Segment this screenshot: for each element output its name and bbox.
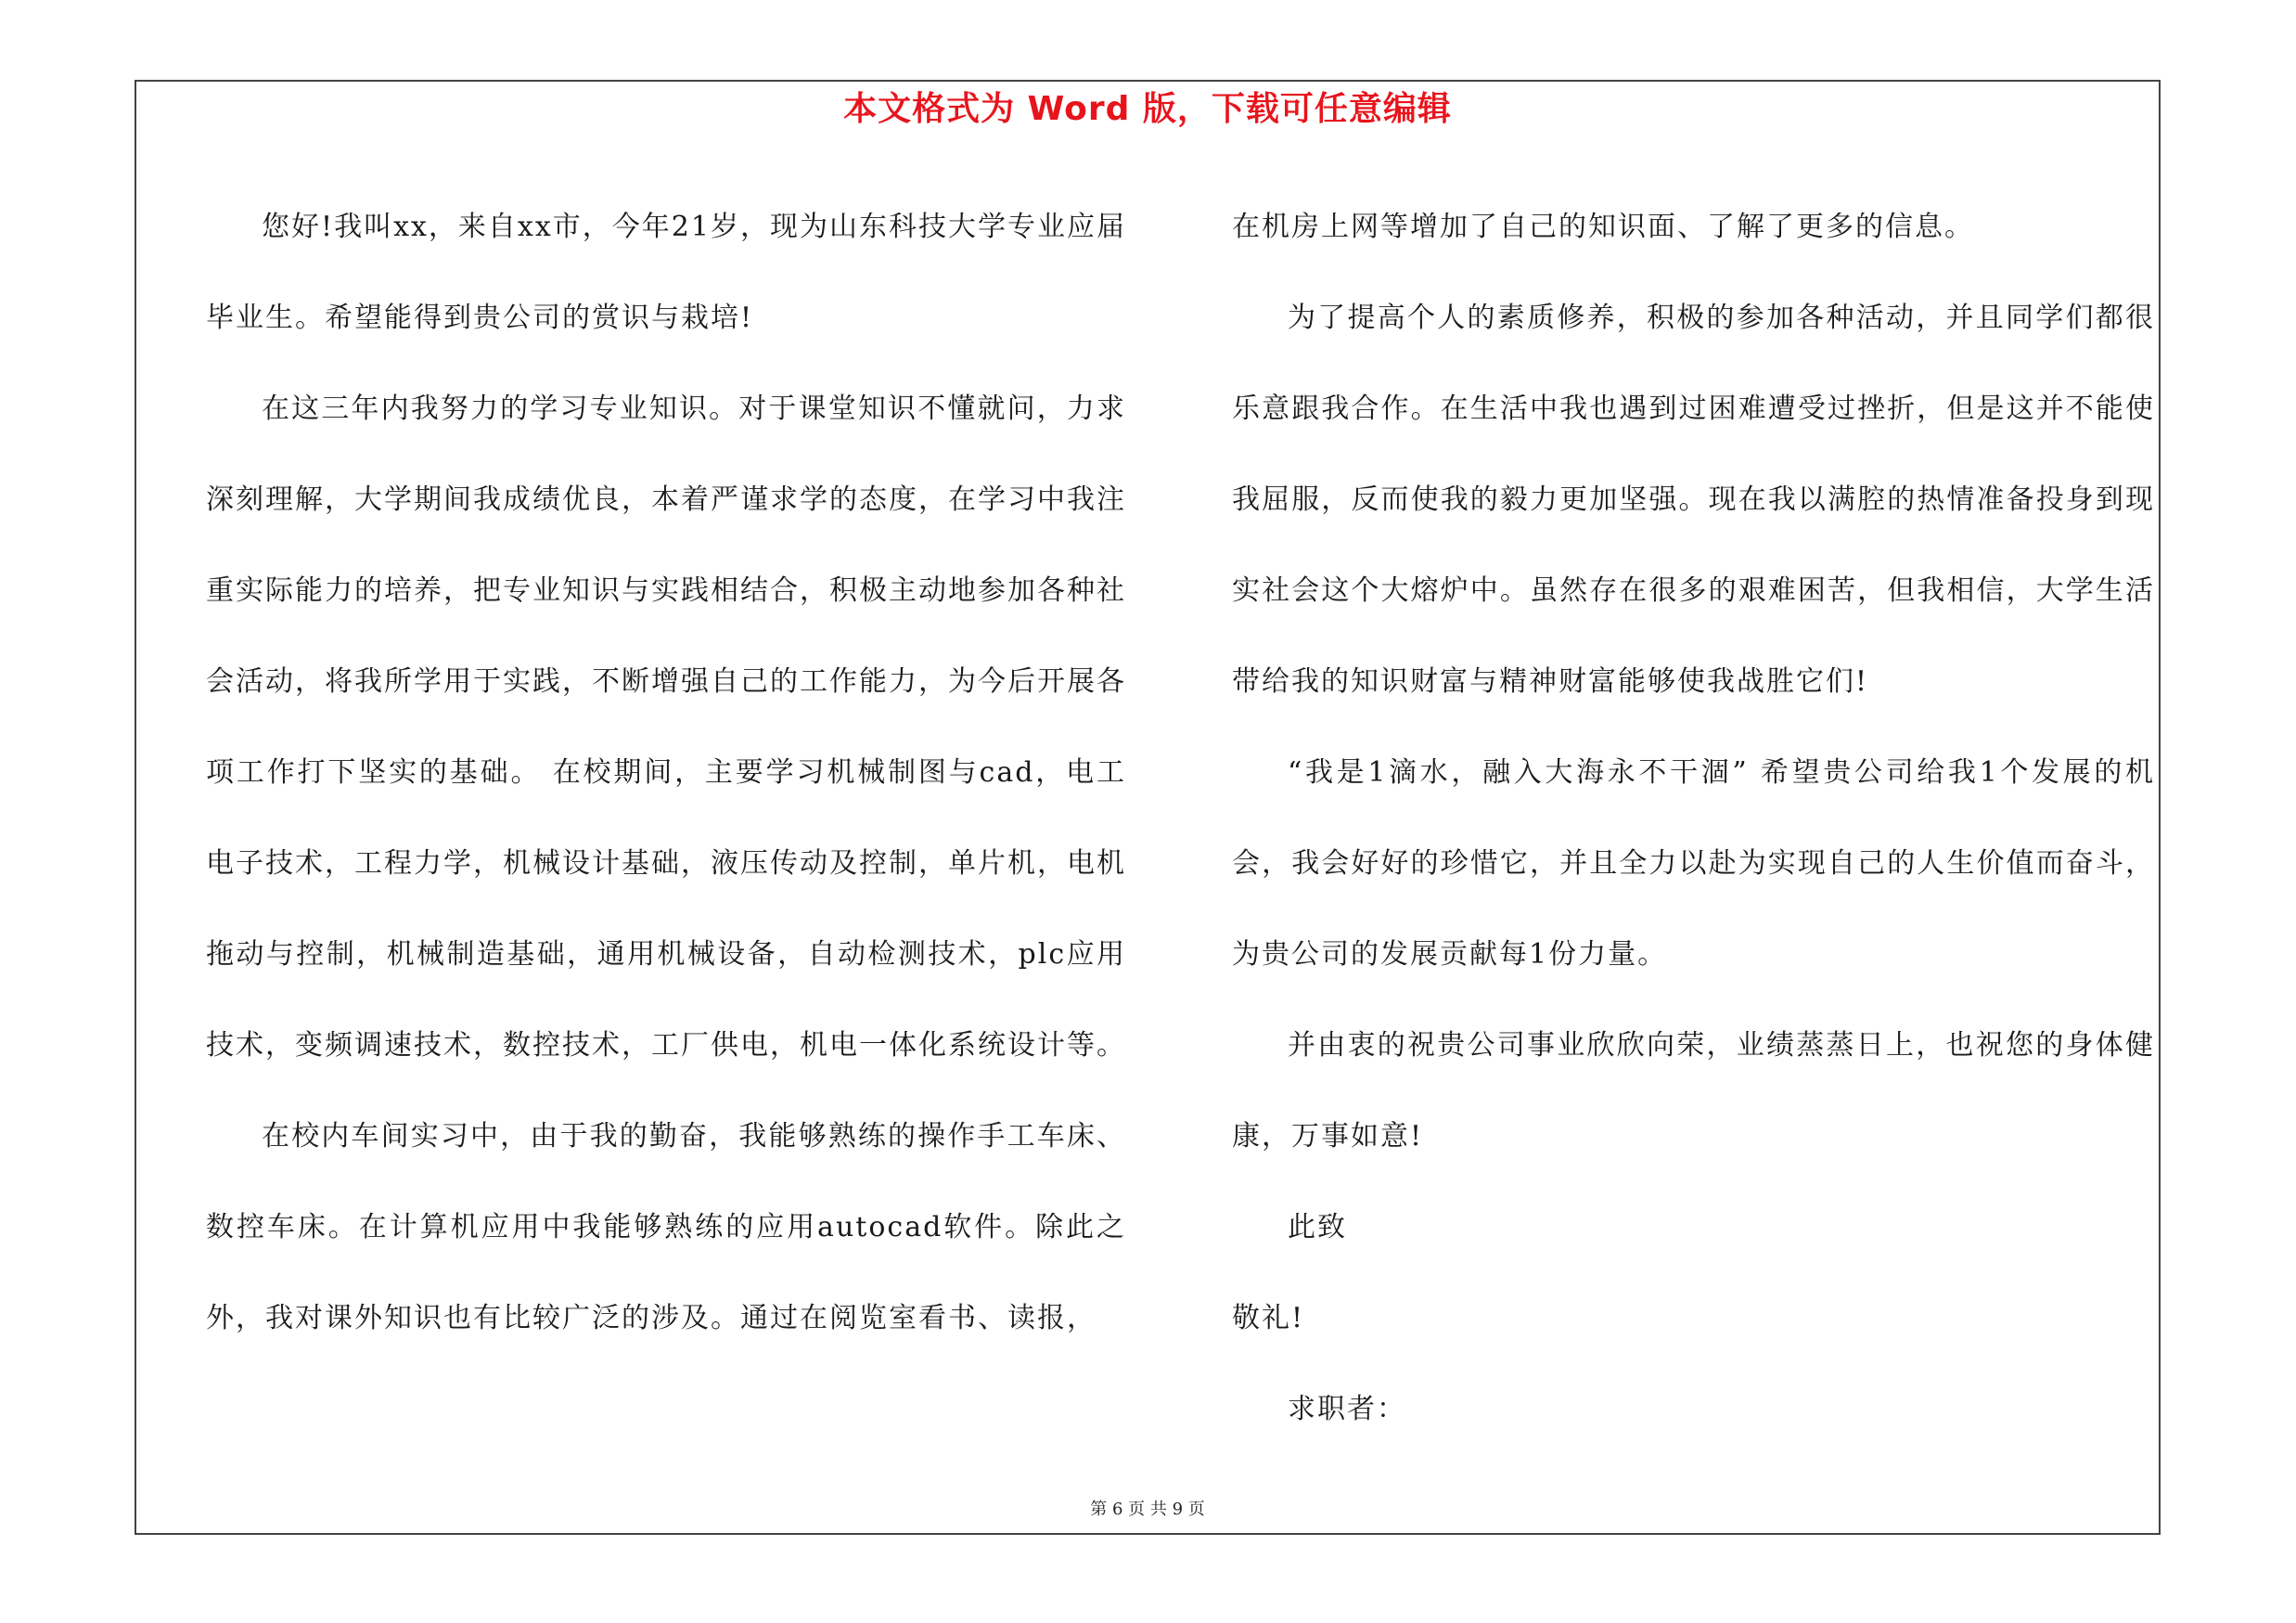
paragraph-wishes: 并由衷的祝贵公司事业欣欣向荣，业绩蒸蒸日上，也祝您的身体健康，万事如意!: [1232, 1029, 2155, 1153]
paragraph-activities: 为了提高个人的素质修养，积极的参加各种活动，并且同学们都很乐意跟我合作。在生活中我也遇到过困难遭受过挫折，但是这并不能使我屈服，反而使我的毅力更加坚强。现在我以满腔的热情准备投身到现实社会这个大熔炉中。虽然存在很多的艰难困苦，但我相信，大学生活带给我的知识财富与精神财富能够使我战胜它们!: [1232, 302, 2155, 698]
paragraph-aspiration: “我是1滴水，融入大海永不干涸” 希望贵公司给我1个发展的机会，我会好好的珍惜它，并且全力以赴为实现自己的人生价值而奋斗，为贵公司的发展贡献每1份力量。: [1232, 756, 2155, 971]
format-banner: 本文格式为 Word 版，下载可任意编辑: [843, 90, 1452, 128]
page-number: 第 6 页 共 9 页: [1090, 1500, 1205, 1519]
right-column: [1232, 182, 2155, 1455]
closing-regards: 敬礼!: [1232, 1302, 1305, 1334]
paragraph-study: 在这三年内我努力的学习专业知识。对于课堂知识不懂就问，力求深刻理解，大学期间我成绩优良，本着严谨求学的态度，在学习中我注重实际能力的培养，把专业知识与实践相结合，积极主动地参加各种社会活动，将我所学用于实践，不断增强自己的工作能力，为今后开展各项工作打下坚实的基础。 在校期间，主要学习机械制图与cad，电工电子技术，工程力学，机械设计基础，液压传动及控制，单片机，电机拖动与控制，机械制造基础，通用机械设备，自动检测技术，plc应用技术，变频调速技术，数控技术，工厂供电，机电一体化系统设计等。: [206, 393, 1126, 1062]
signature-applicant: 求职者：: [1288, 1393, 1406, 1425]
left-column: [206, 182, 1126, 1364]
paragraph-practice: 在校内车间实习中，由于我的勤奋，我能够熟练的操作手工车床、数控车床。在计算机应用中我能够熟练的应用autocad软件。除此之外，我对课外知识也有比较广泛的涉及。通过在阅览室看书、读报，: [206, 1120, 1126, 1334]
closing-salutation: 此致: [1288, 1211, 1347, 1243]
paragraph-intro: 您好!我叫xx，来自xx市，今年21岁，现为山东科技大学专业应届毕业生。希望能得到贵公司的赏识与栽培!: [206, 211, 1126, 334]
paragraph-practice-continued: 在机房上网等增加了自己的知识面、了解了更多的信息。: [1232, 211, 1974, 243]
